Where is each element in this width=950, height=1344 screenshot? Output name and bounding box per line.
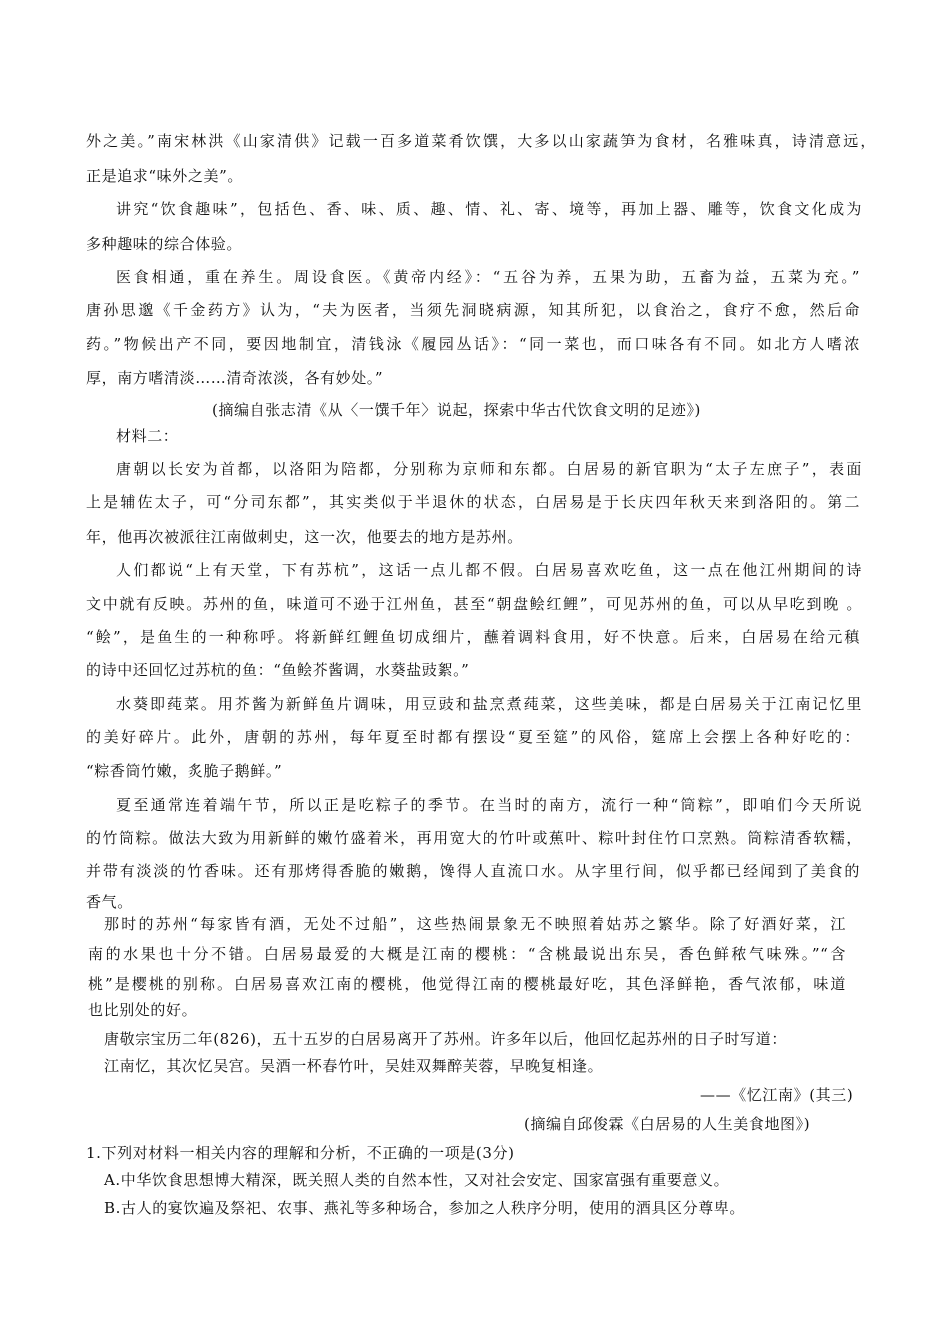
text-line-1: 外之美。”南宋林洪《山家清供》记载一百多道菜肴饮馔，大多以山家蔬笋为食材，名雅味真，诗清意远，: [86, 132, 876, 150]
text-line-2: 正是追求“味外之美”。: [86, 167, 243, 185]
text-line-29: 唐敬宗宝历二年(826)，五十五岁的白居易离开了苏州。许多年以后，他回忆起苏州的日子时写道：: [104, 1030, 787, 1048]
question-1-option-b: B.古人的宴饮遍及祭祀、农事、燕礼等多种场合，参加之人秩序分明，使用的酒具区分尊卑。: [104, 1199, 745, 1217]
text-line-4: 多种趣味的综合体验。: [86, 235, 243, 253]
text-line-22: 的竹筒粽。做法大致为用新鲜的嫩竹盛着米，再用宽大的竹叶或蕉叶、粽叶封住竹口烹熟。筒粽清香软糯，: [86, 829, 862, 847]
text-line-14: 人们都说“上有天堂，下有苏杭”，这话一点儿都不假。白居易喜欢吃鱼，这一点在他江州期间的诗: [116, 561, 862, 579]
source-citation-2: (摘编自邱俊霖《白居易的人生美食地图》): [524, 1115, 811, 1133]
text-line-20: “粽香筒竹嫩，炙脆子鹅鲜。”: [86, 762, 283, 780]
text-line-24: 香气。: [86, 893, 133, 911]
text-line-16: “鲙”，是鱼生的一种称呼。将新鲜红鲤鱼切成细片，蘸着调料食用，好不快意。后来，白居易在给元稹: [86, 628, 860, 646]
poem-line: 江南忆，其次忆吴宫。吴酒一杯春竹叶，吴娃双舞醉芙蓉，早晚复相逢。: [104, 1057, 604, 1075]
text-line-12: 上是辅佐太子，可“分司东都”，其实类似于半退休的状态，白居易是于长庆四年秋天来到洛阳的。第二: [86, 493, 860, 511]
text-line-6: 唐孙思邈《千金药方》认为，“夫为医者，当须先洞晓病源，知其所犯，以食治之，食疗不愈，然后命: [86, 301, 860, 319]
text-line-17: 的诗中还回忆过苏杭的鱼：“鱼鲙芥酱调，水葵盐豉絮。”: [86, 661, 470, 679]
text-line-28: 也比别处的好。: [88, 1001, 198, 1019]
text-line-3: 讲究“饮食趣味”，包括色、香、味、质、趣、情、礼、寄、境等，再加上器、雕等，饮食文化成为: [116, 200, 862, 218]
text-line-26: 南的水果也十分不错。白居易最爱的大概是江南的樱桃：“含桃最说出东吴，香色鲜秾气味殊。”“含: [88, 945, 846, 963]
section-heading-material-two: 材料二：: [116, 427, 179, 445]
text-line-25: 那时的苏州“每家皆有酒，无处不过船”，这些热闹景象无不映照着姑苏之繁华。除了好酒好菜，江: [104, 915, 846, 933]
source-citation-1: (摘编自张志清《从〈一馔千年〉说起，探索中华古代饮食文明的足迹》): [212, 401, 702, 419]
question-1-stem: 1.下列对材料一相关内容的理解和分析，不正确的一项是(3分): [86, 1144, 515, 1162]
text-line-21: 夏至通常连着端午节，所以正是吃粽子的季节。在当时的南方，流行一种“筒粽”，即咱们今天所说: [116, 796, 862, 814]
text-line-5: 医食相通，重在养生。周设食医。《黄帝内经》：“五谷为养，五果为助，五畜为益，五菜为充。”: [116, 268, 860, 286]
text-line-15: 文中就有反映。苏州的鱼，味道可不逊于江州鱼，甚至“朝盘鲙红鲤”，可见苏州的鱼，可以从早吃到晚 。: [86, 595, 862, 613]
text-line-23: 并带有淡淡的竹香味。还有那烤得香脆的嫩鹅，馋得人直流口水。从字里行间，似乎都已经闻到了美食的: [86, 862, 860, 880]
text-line-18: 水葵即莼菜。用芥酱为新鲜鱼片调味，用豆豉和盐烹煮莼菜，这些美味，都是白居易关于江南记忆里: [116, 695, 862, 713]
poem-title: ——《忆江南》(其三): [700, 1086, 854, 1104]
text-line-7: 药。”物候出产不同，要因地制宜，清钱泳《履园丛话》：“同一菜也，而口味各有不同。如北方人嗜浓: [86, 335, 860, 353]
text-line-27: 桃”是樱桃的别称。白居易喜欢江南的樱桃，他觉得江南的樱桃最好吃，其色泽鲜艳，香气浓郁，味道: [88, 975, 846, 993]
text-line-13: 年，他再次被派往江南做刺史，这一次，他要去的地方是苏州。: [86, 528, 523, 546]
text-line-11: 唐朝以长安为首都，以洛阳为陪都，分别称为京师和东都。白居易的新官职为“太子左庶子”，表面: [116, 460, 862, 478]
text-line-19: 的美好碎片。此外，唐朝的苏州，每年夏至时都有摆设“夏至筵”的风俗，筵席上会摆上各种好吃的：: [86, 728, 860, 746]
text-line-8: 厚，南方嗜清淡……清奇浓淡，各有妙处。”: [86, 369, 384, 387]
question-1-option-a: A.中华饮食思想博大精深，既关照人类的自然本性，又对社会安定、国家富强有重要意义。: [104, 1171, 730, 1189]
